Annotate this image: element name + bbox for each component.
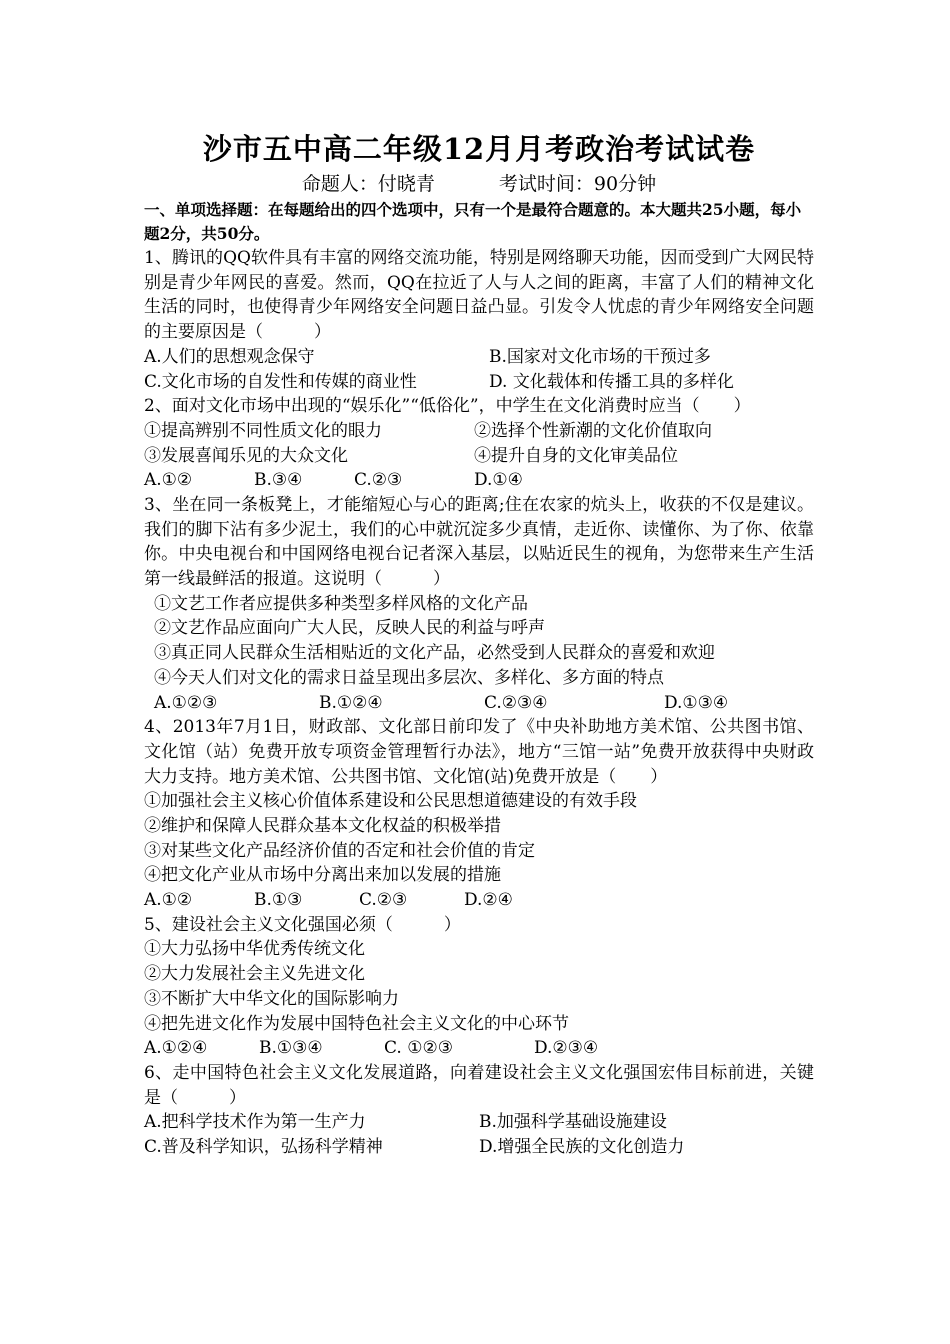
question-3: [144, 493, 814, 715]
option-a: A.①②③: [154, 692, 218, 713]
option-row: [144, 370, 814, 395]
option-row: [144, 888, 814, 913]
option-b: B.国家对文化市场的干预过多: [489, 346, 711, 367]
question-stem: 3、坐在同一条板凳上，才能缩短心与心的距离;住在农家的炕头上，收获的不仅是建议。 我们的脚下沾有多少泥土，我们的心中就沉淀多少真情，走近你、读懂你、为了你、依靠你。中央电视台和中国网络电视台记者深入基层，以贴近民生的视角，为您带来生产生活第一线最鲜活的报道。这说明（ ）: [144, 494, 814, 590]
statement-1: ①加强社会主义核心价值体系建设和公民思想道德建设的有效手段: [144, 791, 637, 812]
option-b: B.①③: [254, 890, 303, 911]
option-row: [144, 691, 814, 716]
question-1: [144, 246, 814, 394]
option-d: D.②③④: [534, 1038, 599, 1059]
statement-2: ②维护和保障人民群众基本文化权益的积极举措: [144, 816, 501, 836]
statement-1: ①大力弘扬中华优秀传统文化: [144, 939, 365, 960]
section-heading: 一、单项选择题：在每题给出的四个选项中，只有一个是最符合题意的。本大题共25小题，每小题2分，共50分。: [144, 200, 802, 243]
question-stem: 4、2013年7月1日，财政部、文化部日前印发了《中央补助地方美术馆、公共图书馆、文化馆（站）免费开放专项资金管理暂行办法》，地方“三馆一站”免费开放获得中央财政大力支持。地方美术馆、公共图书馆、文化馆(站)免费开放是（ ）: [144, 717, 814, 787]
option-d: D. 文化载体和传播工具的多样化: [489, 371, 734, 392]
option-c: C. ①②③: [384, 1038, 453, 1059]
statement-2: ②文艺作品应面向广大人民，反映人民的利益与呼声: [154, 618, 545, 639]
question-4: [144, 715, 814, 913]
option-a: A.把科学技术作为第一生产力: [144, 1112, 366, 1133]
option-a: A.①②: [144, 470, 193, 491]
option-row: [144, 468, 814, 493]
exam-page: [144, 128, 814, 1160]
option-b: B.①②④: [319, 692, 383, 713]
option-d: D.①④: [474, 470, 523, 491]
statement-3: ③不断扩大中华文化的国际影响力: [144, 988, 399, 1009]
statement-4: ④把文化产业从市场中分离出来加以发展的措施: [144, 865, 501, 886]
statement-1: ①提高辨别不同性质文化的眼力: [144, 420, 382, 441]
option-b: B.加强科学基础设施建设: [479, 1112, 667, 1133]
question-stem: 6、走中国特色社会主义文化发展道路，向着建设社会主义文化强国宏伟目标前进，关键是（ ）: [144, 1062, 814, 1108]
option-a: A.人们的思想观念保守: [144, 346, 315, 367]
statement-3: ③发展喜闻乐见的大众文化: [144, 445, 348, 466]
question-stem: 2、面对文化市场中出现的“娱乐化”“低俗化”，中学生在文化消费时应当（ ）: [144, 396, 751, 417]
option-row: [144, 1036, 814, 1061]
option-c: C.普及科学知识，弘扬科学精神: [144, 1136, 383, 1157]
exam-meta: [144, 170, 814, 198]
option-d: D.增强全民族的文化创造力: [479, 1136, 685, 1157]
question-stem: 1、腾讯的QQ软件具有丰富的网络交流功能，特别是网络聊天功能，因而受到广大网民特别是青少年网民的喜爱。然而，QQ在拉近了人与人之间的距离，丰富了人们的精神文化生活的同时，也使得青少年网络安全问题日益凸显。引发令人忧虑的青少年网络安全问题的主要原因是（ ）: [144, 248, 814, 343]
statement-3: ③真正同人民群众生活相贴近的文化产品，必然受到人民群众的喜爱和欢迎: [154, 643, 715, 664]
option-a: A.①②: [144, 890, 193, 911]
option-c: C.②③④: [484, 692, 548, 713]
option-row: [144, 1110, 814, 1135]
question-2: [144, 394, 814, 493]
option-row: [144, 345, 814, 370]
option-row: [144, 1135, 814, 1160]
statement-2: ②大力发展社会主义先进文化: [144, 964, 365, 985]
statement-4: ④把先进文化作为发展中国特色社会主义文化的中心环节: [144, 1013, 569, 1034]
statement-3: ③对某些文化产品经济价值的否定和社会价值的肯定: [144, 840, 535, 861]
option-c: C.②③: [359, 890, 408, 911]
exam-title: 沙市五中高二年级12月月考政治考试试卷: [202, 132, 756, 166]
question-5: [144, 913, 814, 1061]
question-stem: 5、建设社会主义文化强国必须（ ）: [144, 914, 461, 935]
statement-4: ④今天人们对文化的需求日益呈现出多层次、多样化、多方面的特点: [154, 667, 664, 688]
option-b: B.①③④: [259, 1038, 323, 1059]
exam-time-label: 考试时间：90分钟: [498, 173, 657, 195]
option-c: C.文化市场的自发性和传媒的商业性: [144, 371, 417, 392]
statement-2: ②选择个性新潮的文化价值取向: [474, 420, 712, 441]
option-d: D.②④: [464, 890, 513, 911]
option-b: B.③④: [254, 470, 303, 491]
statement-4: ④提升自身的文化审美品位: [474, 445, 678, 466]
question-6: [144, 1061, 814, 1160]
statement-row: [144, 444, 814, 469]
option-d: D.①③④: [664, 692, 729, 713]
statement-1: ①文艺工作者应提供多种类型多样风格的文化产品: [154, 593, 528, 614]
author-label: 命题人：付晓青: [301, 173, 435, 195]
option-a: A.①②④: [144, 1038, 208, 1059]
statement-row: [144, 419, 814, 444]
option-c: C.②③: [354, 470, 403, 491]
